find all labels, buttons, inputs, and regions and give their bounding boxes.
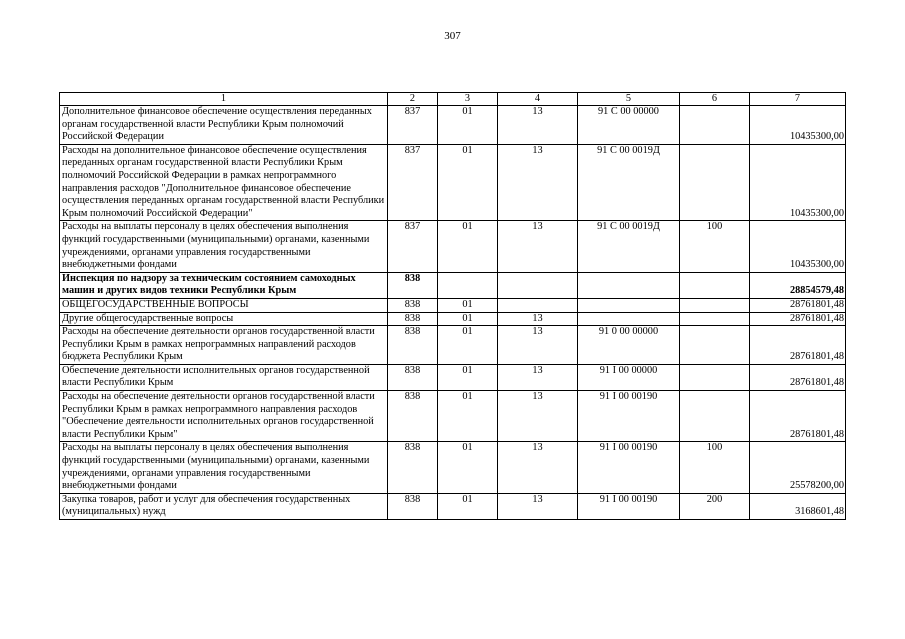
subsection-code-cell: 13	[498, 106, 578, 145]
target-article-cell: 91 I 00 00000	[578, 364, 680, 390]
budget-table	[59, 92, 846, 520]
target-article-cell: 91 I 00 00190	[578, 442, 680, 493]
table-row	[60, 442, 846, 493]
header-cell: 2	[388, 93, 438, 106]
subsection-code-cell: 13	[498, 312, 578, 326]
expense-name-cell: Расходы на выплаты персоналу в целях обеспечения выполнения функций государственными (муниципальными) органами, казенными учреждениями, органами управления государственными внебюджетными фондами	[60, 442, 388, 493]
expense-name-cell: Расходы на выплаты персоналу в целях обеспечения выполнения функций государственными (муниципальными) органами, казенными учреждениями, органами управления государственными внебюджетными фондами	[60, 221, 388, 272]
section-code-cell: 01	[438, 326, 498, 365]
section-code-cell: 01	[438, 364, 498, 390]
page-number: 307	[444, 30, 461, 42]
amount-cell: 28761801,48	[750, 312, 846, 326]
section-code-cell: 01	[438, 221, 498, 272]
target-article-cell: 91 0 00 00000	[578, 326, 680, 365]
expense-name-cell: Другие общегосударственные вопросы	[60, 312, 388, 326]
target-article-cell: 91 С 00 00000	[578, 106, 680, 145]
subsection-code-cell: 13	[498, 442, 578, 493]
target-article-cell: 91 С 00 0019Д	[578, 144, 680, 221]
expense-name-cell: Дополнительное финансовое обеспечение осуществления переданных органам государственной власти Республики Крым полномочий Российской Федерации	[60, 106, 388, 145]
header-cell: 6	[680, 93, 750, 106]
target-article-cell	[578, 312, 680, 326]
ministry-code-cell: 838	[388, 312, 438, 326]
ministry-code-cell: 838	[388, 272, 438, 298]
table-row	[60, 391, 846, 442]
expense-name-cell: Закупка товаров, работ и услуг для обеспечения государственных (муниципальных) нужд	[60, 493, 388, 519]
table-row	[60, 298, 846, 312]
section-code-cell: 01	[438, 312, 498, 326]
expense-type-cell	[680, 106, 750, 145]
target-article-cell: 91 I 00 00190	[578, 391, 680, 442]
expense-type-cell	[680, 312, 750, 326]
header-cell: 3	[438, 93, 498, 106]
target-article-cell: 91 I 00 00190	[578, 493, 680, 519]
expense-type-cell	[680, 272, 750, 298]
subsection-code-cell: 13	[498, 221, 578, 272]
amount-cell: 28761801,48	[750, 391, 846, 442]
section-code-cell: 01	[438, 298, 498, 312]
section-code-cell	[438, 272, 498, 298]
table-row	[60, 493, 846, 519]
expense-type-cell: 100	[680, 221, 750, 272]
expense-name-cell: Расходы на дополнительное финансовое обеспечение осуществления переданных органам государственной власти Республики Крым полномочий Российской Федерации в рамках непрограммного направления расходов "Дополнительное финансовое обеспечение осуществления переданных органам государственной власти Республики Крым полномочий Российской Федерации"	[60, 144, 388, 221]
ministry-code-cell: 838	[388, 442, 438, 493]
ministry-code-cell: 837	[388, 106, 438, 145]
table-row	[60, 326, 846, 365]
ministry-code-cell: 838	[388, 364, 438, 390]
expense-name-cell: ОБЩЕГОСУДАРСТВЕННЫЕ ВОПРОСЫ	[60, 298, 388, 312]
table-row	[60, 144, 846, 221]
amount-cell: 10435300,00	[750, 221, 846, 272]
target-article-cell: 91 С 00 0019Д	[578, 221, 680, 272]
section-code-cell: 01	[438, 144, 498, 221]
table-row	[60, 312, 846, 326]
ministry-code-cell: 838	[388, 493, 438, 519]
amount-cell: 10435300,00	[750, 106, 846, 145]
expense-type-cell	[680, 364, 750, 390]
subsection-code-cell: 13	[498, 144, 578, 221]
amount-cell: 28761801,48	[750, 298, 846, 312]
subsection-code-cell: 13	[498, 364, 578, 390]
table-header-row	[60, 93, 846, 106]
expense-name-cell: Инспекция по надзору за техническим состоянием самоходных машин и других видов техники Республики Крым	[60, 272, 388, 298]
amount-cell: 10435300,00	[750, 144, 846, 221]
header-cell: 1	[60, 93, 388, 106]
subsection-code-cell: 13	[498, 493, 578, 519]
expense-name-cell: Расходы на обеспечение деятельности органов государственной власти Республики Крым в рамках непрограммного направления расходов "Обеспечение деятельности исполнительных органов государственной власти Республики Крым"	[60, 391, 388, 442]
table-row	[60, 364, 846, 390]
amount-cell: 28854579,48	[750, 272, 846, 298]
ministry-code-cell: 838	[388, 391, 438, 442]
subsection-code-cell: 13	[498, 391, 578, 442]
amount-cell: 28761801,48	[750, 364, 846, 390]
ministry-code-cell: 838	[388, 298, 438, 312]
section-code-cell: 01	[438, 391, 498, 442]
target-article-cell	[578, 272, 680, 298]
ministry-code-cell: 837	[388, 221, 438, 272]
expense-name-cell: Расходы на обеспечение деятельности органов государственной власти Республики Крым в рамках непрограммных направлений расходов бюджета Республики Крым	[60, 326, 388, 365]
expense-type-cell: 200	[680, 493, 750, 519]
amount-cell: 28761801,48	[750, 326, 846, 365]
section-code-cell: 01	[438, 106, 498, 145]
expense-type-cell	[680, 326, 750, 365]
expense-name-cell: Обеспечение деятельности исполнительных органов государственной власти Республики Крым	[60, 364, 388, 390]
header-cell: 7	[750, 93, 846, 106]
section-code-cell: 01	[438, 493, 498, 519]
header-cell: 5	[578, 93, 680, 106]
section-code-cell: 01	[438, 442, 498, 493]
amount-cell: 25578200,00	[750, 442, 846, 493]
target-article-cell	[578, 298, 680, 312]
table-row	[60, 272, 846, 298]
ministry-code-cell: 837	[388, 144, 438, 221]
expense-type-cell	[680, 298, 750, 312]
expense-type-cell	[680, 144, 750, 221]
subsection-code-cell	[498, 272, 578, 298]
expense-type-cell	[680, 391, 750, 442]
subsection-code-cell	[498, 298, 578, 312]
table-row	[60, 106, 846, 145]
ministry-code-cell: 838	[388, 326, 438, 365]
table-row	[60, 221, 846, 272]
expense-type-cell: 100	[680, 442, 750, 493]
subsection-code-cell: 13	[498, 326, 578, 365]
header-cell: 4	[498, 93, 578, 106]
amount-cell: 3168601,48	[750, 493, 846, 519]
